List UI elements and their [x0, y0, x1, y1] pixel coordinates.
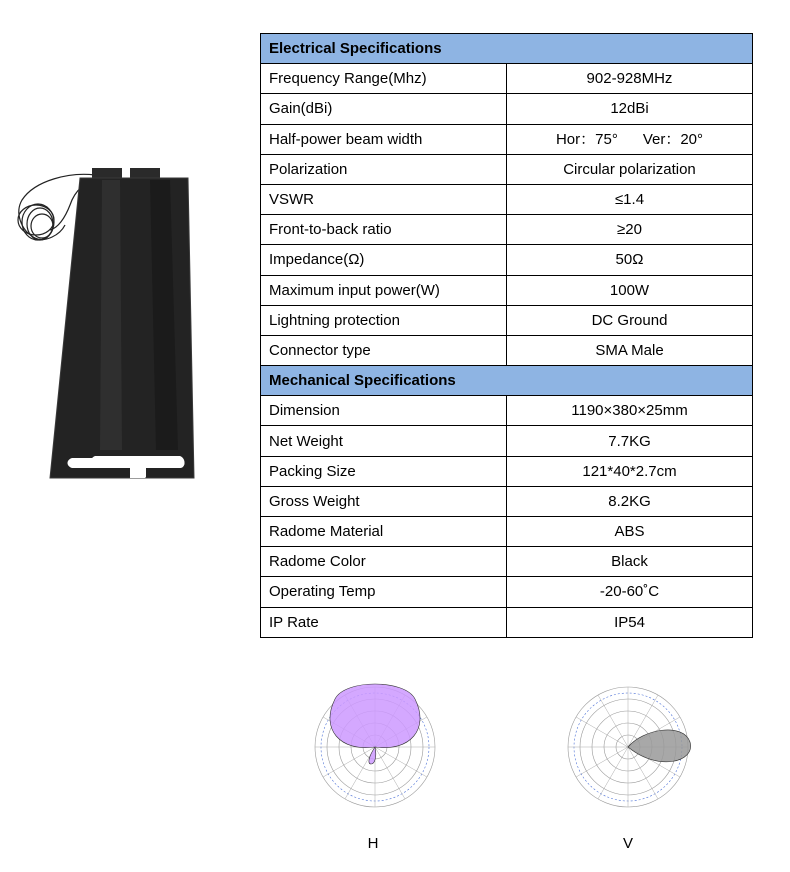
table-row: [261, 607, 753, 637]
v-pattern-label: V: [622, 835, 633, 852]
table-row: [261, 64, 753, 94]
antenna-product-image: [10, 160, 200, 485]
mechanical-section-header: [261, 366, 753, 396]
v-pattern-lobe: [628, 730, 691, 762]
spec-value: 50Ω: [507, 245, 753, 275]
spec-label: Frequency Range(Mhz): [261, 64, 507, 94]
table-row: [261, 184, 753, 214]
spec-value: SMA Male: [507, 335, 753, 365]
table-row: [261, 547, 753, 577]
spec-label: Impedance(Ω): [261, 245, 507, 275]
spec-value: ≥20: [507, 215, 753, 245]
table-row: [261, 275, 753, 305]
spec-label: Gross Weight: [261, 486, 507, 516]
spec-value: IP54: [507, 607, 753, 637]
table-row: [261, 94, 753, 124]
spec-label: Connector type: [261, 335, 507, 365]
spec-value: ≤1.4: [507, 184, 753, 214]
electrical-section-title: Electrical Specifications: [261, 34, 753, 64]
table-row: [261, 124, 753, 154]
spec-value: 8.2KG: [507, 486, 753, 516]
spec-value: Circular polarization: [507, 154, 753, 184]
spec-value: 7.7KG: [507, 426, 753, 456]
spec-value: 1190×380×25mm: [507, 396, 753, 426]
spec-label: Packing Size: [261, 456, 507, 486]
spec-value: Black: [507, 547, 753, 577]
table-row: [261, 305, 753, 335]
table-row: [261, 456, 753, 486]
spec-label: Dimension: [261, 396, 507, 426]
spec-label: Net Weight: [261, 426, 507, 456]
specifications-table: [260, 33, 753, 638]
electrical-section-header: [261, 34, 753, 64]
table-row: [261, 486, 753, 516]
table-row: [261, 335, 753, 365]
spec-value: ABS: [507, 517, 753, 547]
h-pattern-lobe: [330, 684, 420, 764]
spec-label: Gain(dBi): [261, 94, 507, 124]
spec-value: Hor：75° Ver：20°: [507, 124, 753, 154]
mechanical-section-title: Mechanical Specifications: [261, 366, 753, 396]
h-pattern-label: H: [367, 835, 379, 852]
spec-value: 121*40*2.7cm: [507, 456, 753, 486]
spec-value: 100W: [507, 275, 753, 305]
spec-label: Lightning protection: [261, 305, 507, 335]
table-row: [261, 396, 753, 426]
spec-value: -20-60˚C: [507, 577, 753, 607]
table-row: [261, 517, 753, 547]
vertical-radiation-pattern: [548, 674, 708, 824]
horizontal-radiation-pattern: [295, 674, 455, 824]
spec-label: IP Rate: [261, 607, 507, 637]
spec-label: Front-to-back ratio: [261, 215, 507, 245]
table-row: [261, 215, 753, 245]
spec-value: 902-928MHz: [507, 64, 753, 94]
spec-label: Radome Color: [261, 547, 507, 577]
spec-value: DC Ground: [507, 305, 753, 335]
spec-label: Maximum input power(W): [261, 275, 507, 305]
spec-value: 12dBi: [507, 94, 753, 124]
table-row: [261, 154, 753, 184]
table-row: [261, 577, 753, 607]
table-row: [261, 245, 753, 275]
spec-label: Polarization: [261, 154, 507, 184]
spec-label: Operating Temp: [261, 577, 507, 607]
spec-label: Half-power beam width: [261, 124, 507, 154]
spec-label: VSWR: [261, 184, 507, 214]
spec-label: Radome Material: [261, 517, 507, 547]
table-row: [261, 426, 753, 456]
